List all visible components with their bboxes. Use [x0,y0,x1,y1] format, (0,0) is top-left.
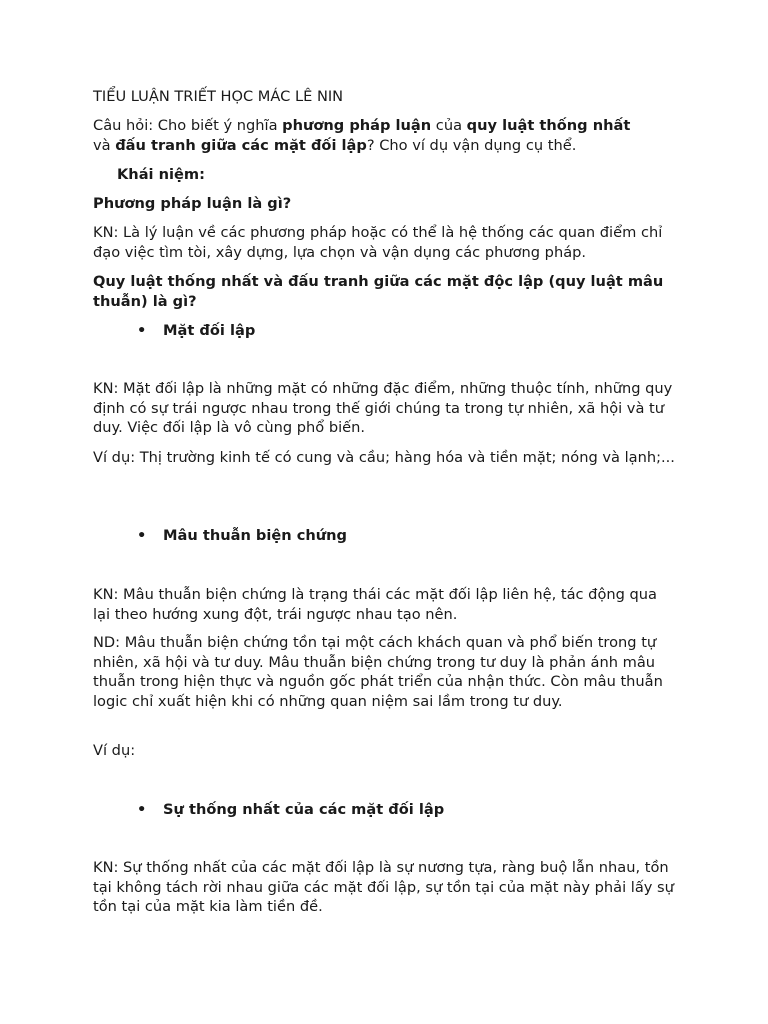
concept-heading: Khái niệm: [117,166,205,183]
question-suffix: ? Cho ví dụ vận dụng cụ thể. [366,136,577,154]
methodology-definition: KN: Là lý luận về các phương pháp hoặc có thể là hệ thống các quan điểm chỉ đạo việc tìm tòi, xây dựng, lựa chọn và vận dụng các phương pháp. [93,224,663,261]
question-bold-methodology: phương pháp luận [282,117,432,134]
opposites-definition: KN: Mặt đối lập là những mặt có những đặc điểm, những thuộc tính, những quy định có sự trái ngược nhau trong thế giới chúng ta trong tự nhiên, xã hội và tư duy. Việc đối lập là vô cùng phổ biến. [93,380,673,436]
contradiction-definition: KN: Mâu thuẫn biện chứng là trạng thái các mặt đối lập liên hệ, tác động qua lại theo hướng xung đột, trái ngược nhau tạo nên. [93,586,657,623]
bullet-unity [137,800,444,820]
question-prefix: Câu hỏi: Cho biết ý nghĩa [93,117,283,134]
bullet-dot: • [137,322,147,339]
contradiction-content: ND: Mâu thuẫn biện chứng tồn tại một cách khách quan và phổ biến trong tự nhiên, xã hội và tư duy. Mâu thuẫn biện chứng trong tư duy là phản ánh mâu thuẫn trong hiện thực và nguồn gốc phát triển của nhận thức. Còn mâu thuẫn logic chỉ xuất hiện khi có những quan niệm sai lầm trong tư duy. [93,634,663,710]
question-paragraph [93,116,673,155]
bullet-dot: • [137,527,147,544]
bullet-contradiction [137,526,347,546]
unity-heading: Sự thống nhất của các mặt đối lập [163,801,445,818]
contradiction-heading: Mâu thuẫn biện chứng [163,527,347,544]
bullet-opposites [137,321,255,341]
law-heading: Quy luật thống nhất và đấu tranh giữa các mặt độc lập (quy luật mâu thuẫn) là gì? [93,273,664,310]
bullet-dot: • [137,801,147,818]
methodology-heading: Phương pháp luận là gì? [93,195,292,212]
contradiction-example: Ví dụ: [93,742,136,759]
question-bold-law: quy luật thống nhất [466,117,631,134]
question-mid-2: và [93,136,116,154]
question-bold-struggle: đấu tranh giữa các mặt đối lập [115,136,367,154]
unity-definition: KN: Sự thống nhất của các mặt đối lập là sự nương tựa, ràng buộ lẫn nhau, tồn tại không tách rời nhau giữa các mặt đối lập, sự tồn tại của mặt này phải lấy sự tồn tại của mặt kia làm tiền đề. [93,859,674,915]
opposites-heading: Mặt đối lập [163,322,256,339]
document-title: TIỂU LUẬN TRIẾT HỌC MÁC LÊ NIN [93,88,344,105]
opposites-example: Ví dụ: Thị trường kinh tế có cung và cầu; hàng hóa và tiền mặt; nóng và lạnh;... [93,449,675,466]
question-mid-1: của [431,117,467,134]
